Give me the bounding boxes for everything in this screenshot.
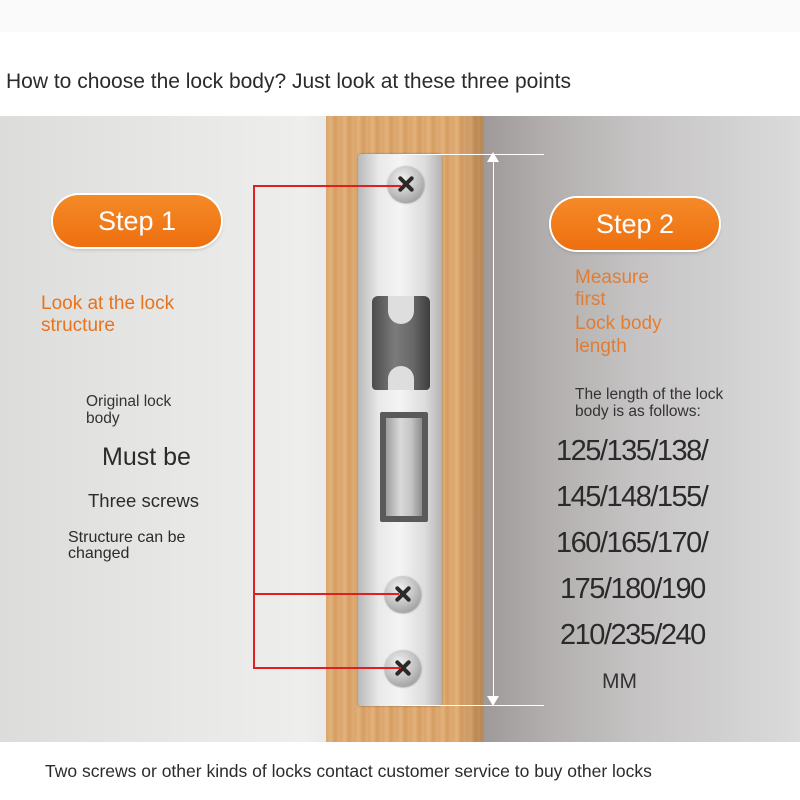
structure-changed-line1: Structure can be [68, 529, 186, 546]
screw-marker-bottom [253, 667, 401, 669]
length-row-3: 160/165/170/ [556, 527, 708, 559]
footer-note: Two screws or other kinds of locks contact customer service to buy other locks [45, 761, 652, 781]
length-row-5: 210/235/240 [560, 619, 705, 651]
latch-notch-top [388, 296, 414, 324]
measure-line1: Measure [575, 267, 649, 288]
top-strip [0, 0, 800, 32]
three-screws-label: Three screws [88, 490, 200, 511]
structure-changed-line2: changed [68, 545, 130, 562]
lengths-intro-line2: body is as follows: [575, 403, 701, 420]
latch-notch-bottom [388, 366, 414, 390]
measure-line2: first [575, 289, 606, 310]
arrow-down-icon [487, 696, 499, 706]
page-title: How to choose the lock body? Just look at these three points [6, 70, 572, 93]
original-lock-line2: body [86, 410, 120, 427]
original-lock-line1: Original lock [86, 393, 172, 410]
dead-bolt-face [386, 418, 422, 516]
top-screw-icon [388, 166, 424, 202]
length-row-4: 175/180/190 [560, 573, 705, 605]
screw-marker-middle [253, 593, 399, 595]
dimension-tick-bottom [402, 705, 544, 706]
step1-badge: Step 1 [53, 195, 221, 247]
screw-marker-vertical [253, 185, 255, 669]
step1-heading-line1: Look at the lock [41, 293, 175, 314]
must-be-label: Must be [102, 443, 191, 471]
measure-line3: Lock body [575, 313, 662, 334]
dimension-line [493, 156, 494, 704]
screw-marker-top [253, 185, 401, 187]
step2-badge: Step 2 [551, 198, 719, 250]
measure-line4: length [575, 336, 627, 357]
length-row-2: 145/148/155/ [556, 481, 708, 513]
dimension-tick-top [402, 154, 544, 155]
step1-heading-line2: structure [41, 315, 115, 336]
length-row-1: 125/135/138/ [556, 435, 708, 467]
arrow-up-icon [487, 152, 499, 162]
door-shadow [458, 116, 484, 742]
lengths-intro-line1: The length of the lock [575, 386, 724, 403]
unit-label: MM [602, 670, 637, 693]
